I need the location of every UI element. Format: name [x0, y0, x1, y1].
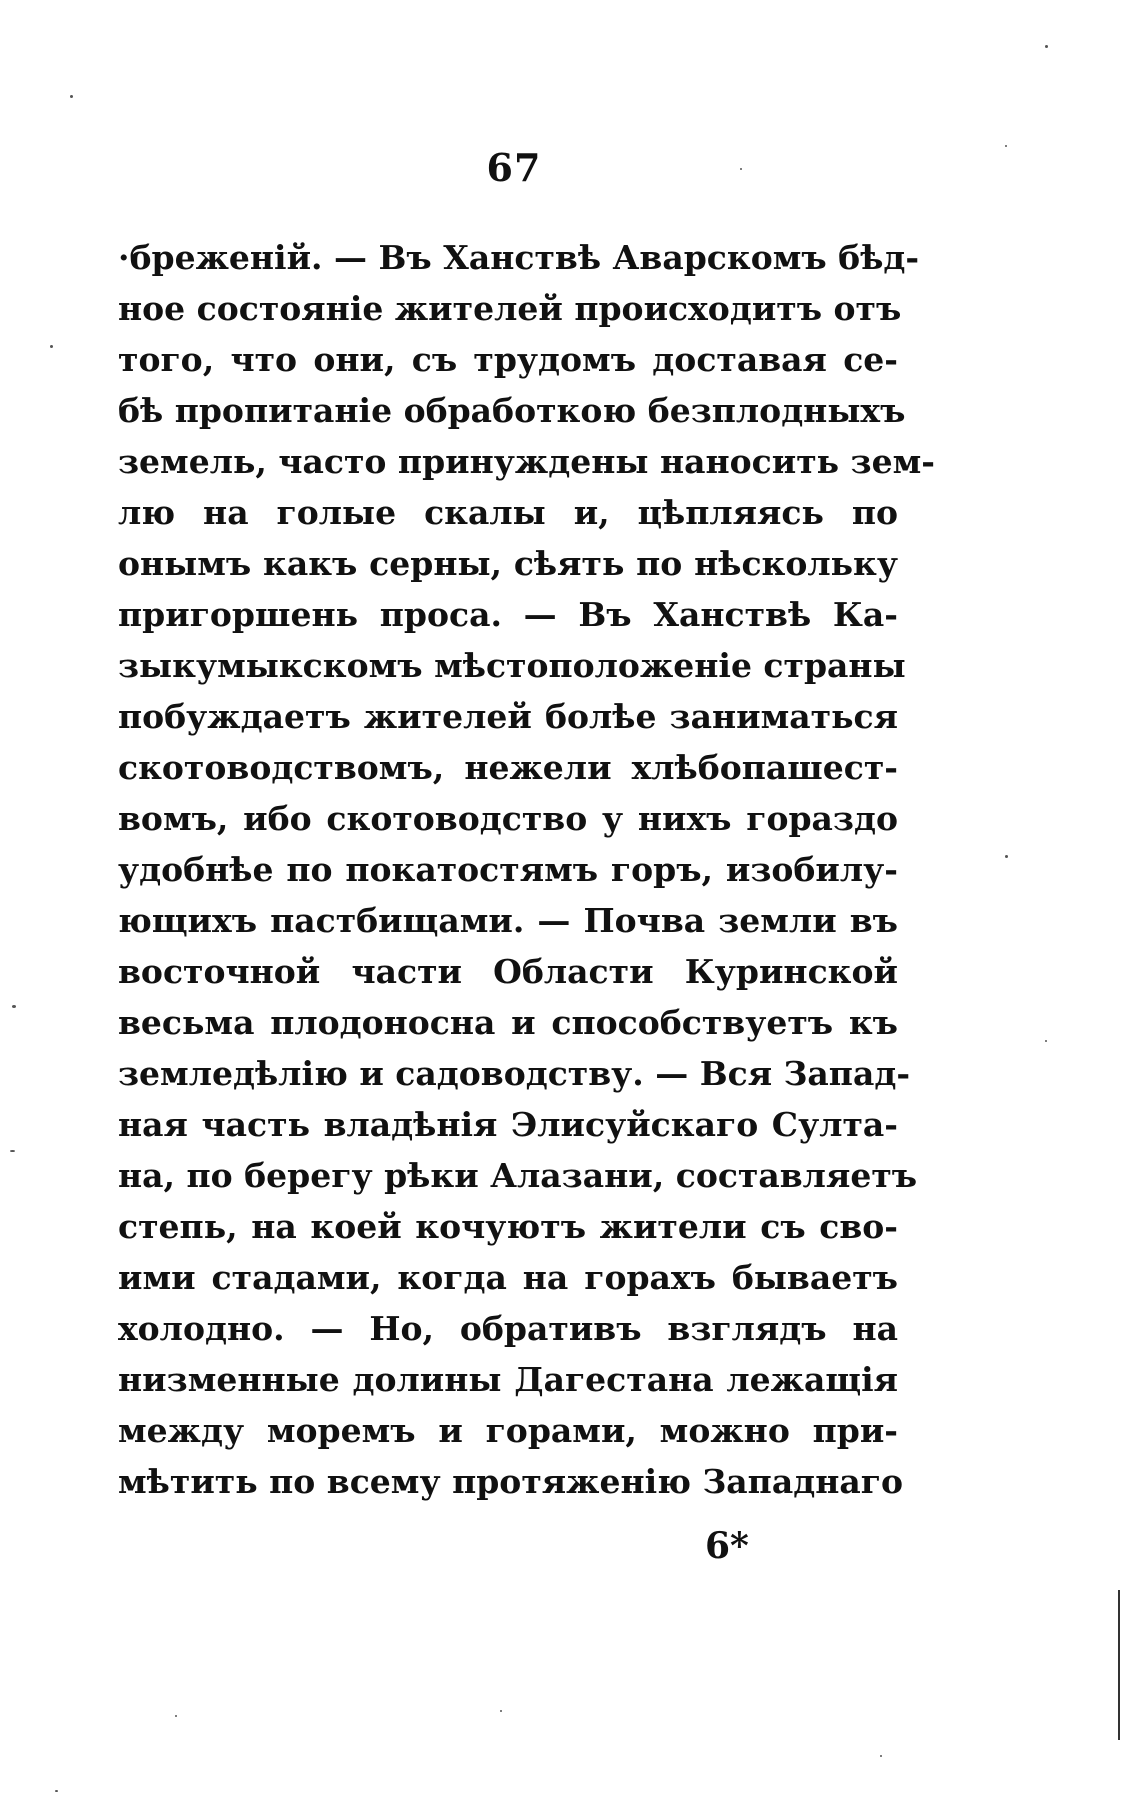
scan-speck	[1045, 1040, 1047, 1042]
text-line: мѣтить по всему протяженію Западнаго	[118, 1462, 903, 1501]
scan-edge-line	[1118, 1590, 1120, 1740]
text-line: удобнѣе по покатостямъ горъ, изобилу-	[118, 850, 898, 889]
scan-speck	[740, 168, 742, 170]
text-line: между моремъ и горами, можно при-	[118, 1411, 898, 1450]
text-line: того, что они, съ трудомъ доставая се-	[118, 340, 898, 379]
text-line: скотоводствомъ, нежели хлѣбопашест-	[118, 748, 898, 787]
text-line: пригоршень проса. — Въ Ханствѣ Ка-	[118, 595, 898, 634]
text-line: низменные долины Дагестана лежащія	[118, 1360, 898, 1399]
text-line: ·бреженій. — Въ Ханствѣ Аварскомъ бѣд-	[118, 238, 920, 277]
scan-speck	[1005, 855, 1008, 858]
scan-speck	[12, 1005, 16, 1008]
text-line: ими стадами, когда на горахъ бываетъ	[118, 1258, 898, 1297]
text-line: весьма плодоносна и способствуетъ къ	[118, 1003, 898, 1042]
scan-speck	[70, 95, 73, 98]
scan-speck	[1045, 45, 1048, 48]
text-line: бѣ пропитаніе обработкою безплодныхъ	[118, 391, 906, 430]
text-line: земель, часто принуждены наносить зем-	[118, 442, 935, 481]
text-line: на, по берегу рѣки Алазани, составляетъ	[118, 1156, 918, 1195]
text-line: ная часть владѣнія Элисуйскаго Султа-	[118, 1105, 898, 1144]
text-line: земледѣлію и садоводству. — Вся Запад-	[118, 1054, 911, 1093]
text-line: степь, на коей кочуютъ жители съ сво-	[118, 1207, 898, 1246]
scan-speck	[50, 345, 53, 348]
page-number: 67	[486, 145, 542, 190]
text-line: вомъ, ибо скотоводство у нихъ гораздо	[118, 799, 898, 838]
text-line: онымъ какъ серны, сѣять по нѣскольку	[118, 544, 898, 583]
text-line: ное состояніе жителей происходитъ отъ	[118, 289, 902, 328]
scan-speck	[175, 1715, 177, 1717]
signature-mark: 6*	[705, 1525, 749, 1567]
scan-speck	[10, 1150, 15, 1152]
scan-speck	[880, 1755, 882, 1757]
text-line: лю на голые скалы и, цѣпляясь по	[118, 493, 898, 532]
text-line: холодно. — Но, обративъ взглядъ на	[118, 1309, 898, 1348]
text-line: зыкумыкскомъ мѣстоположеніе страны	[118, 646, 906, 685]
body-text	[118, 232, 935, 1507]
text-line: ющихъ пастбищами. — Почва земли въ	[118, 901, 898, 940]
scan-speck	[500, 1710, 502, 1712]
scan-speck	[1005, 145, 1007, 147]
text-line: побуждаетъ жителей болѣе заниматься	[118, 697, 898, 736]
text-line: восточной части Области Куринской	[118, 952, 898, 991]
scan-speck	[55, 1790, 58, 1792]
